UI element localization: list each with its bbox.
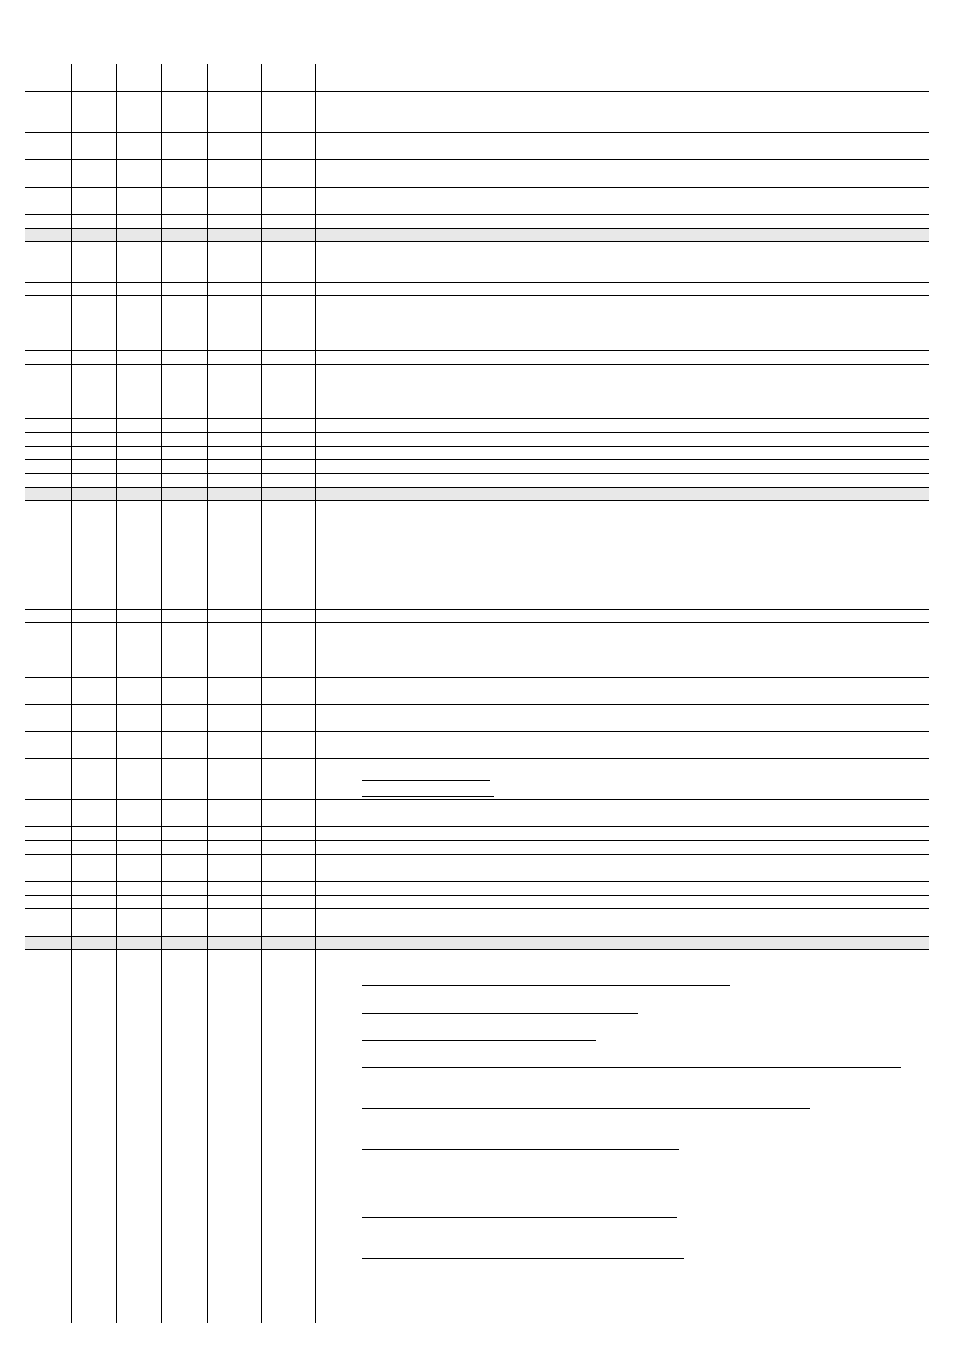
blank-entry-line[interactable] bbox=[362, 1040, 596, 1041]
column-divider bbox=[207, 64, 208, 1323]
blank-entry-line[interactable] bbox=[362, 1108, 810, 1109]
blank-entry-line[interactable] bbox=[362, 1258, 684, 1259]
blank-entry-line[interactable] bbox=[362, 985, 730, 986]
column-divider bbox=[161, 64, 162, 1323]
blank-entry-line[interactable] bbox=[362, 780, 490, 781]
column-divider bbox=[71, 64, 72, 1323]
blank-entry-line[interactable] bbox=[362, 1067, 901, 1068]
blank-entry-line[interactable] bbox=[362, 1149, 679, 1150]
column-divider bbox=[315, 64, 316, 1323]
column-divider bbox=[116, 64, 117, 1323]
blank-entry-line[interactable] bbox=[362, 1217, 677, 1218]
column-divider bbox=[261, 64, 262, 1323]
blank-entry-line[interactable] bbox=[362, 1013, 638, 1014]
blank-entry-line[interactable] bbox=[362, 796, 494, 797]
